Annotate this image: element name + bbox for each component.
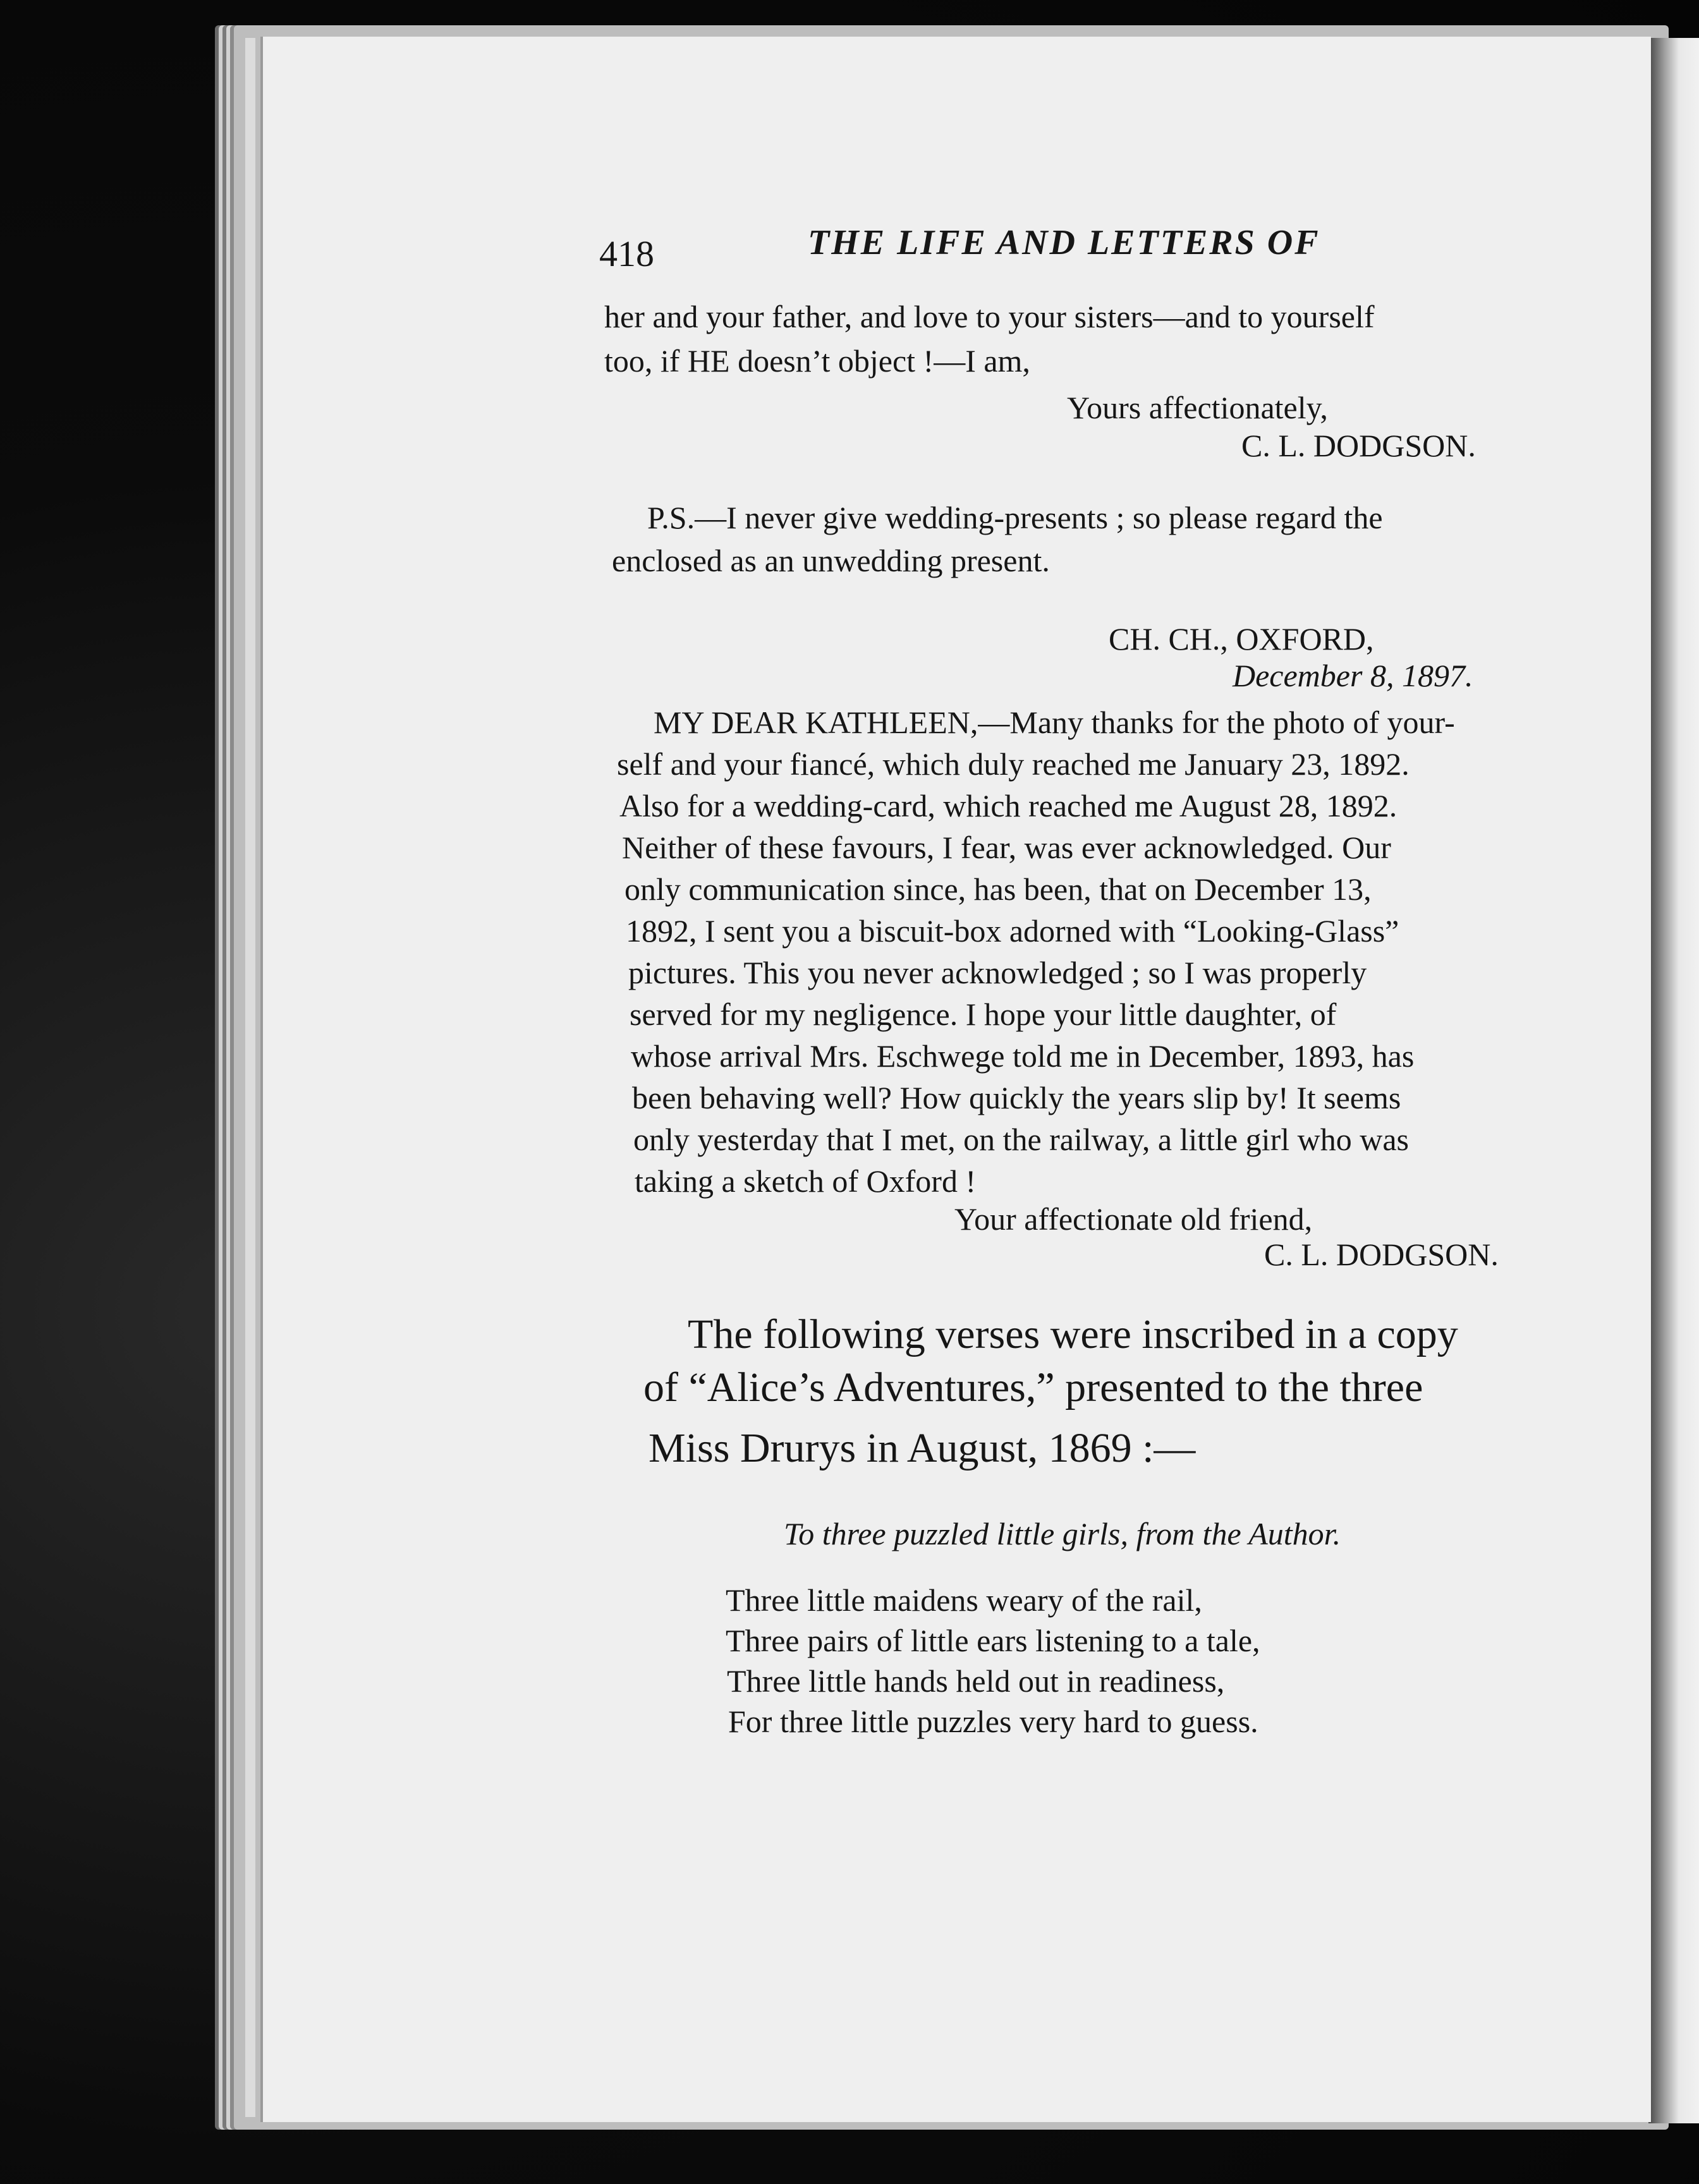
letter2-line-5: only communication since, has been, that on December 13,: [624, 871, 1372, 907]
intro-line-2: of “Alice’s Adventures,” presented to the three: [643, 1364, 1423, 1410]
page-edge-line: [245, 38, 255, 2117]
running-title: THE LIFE AND LETTERS OF: [808, 223, 1320, 262]
intro-line-1: The following verses were inscribed in a copy: [688, 1311, 1458, 1357]
verse-line-1: Three little maidens weary of the rail,: [726, 1582, 1202, 1618]
letter2-line-11: only yesterday that I met, on the railway, a little girl who was: [633, 1122, 1409, 1157]
letter2-signature: C. L. DODGSON.: [1264, 1237, 1499, 1272]
letter1-signature: C. L. DODGSON.: [1241, 428, 1476, 463]
verse-line-3: Three little hands held out in readiness,: [727, 1663, 1225, 1699]
page-number: 418: [599, 233, 654, 274]
letter2-line-9: whose arrival Mrs. Eschwege told me in December, 1893, has: [631, 1038, 1415, 1074]
letter2-line-4: Neither of these favours, I fear, was ever acknowledged. Our: [622, 830, 1391, 865]
verse-line-4: For three little puzzles very hard to guess.: [728, 1704, 1258, 1739]
facing-page-edge: [1648, 38, 1699, 2123]
verse-title: To three puzzled little girls, from the Author.: [784, 1516, 1341, 1551]
letter2-closing: Your affectionate old friend,: [954, 1201, 1313, 1237]
verse-line-2: Three pairs of little ears listening to a tale,: [726, 1623, 1260, 1658]
letter2-address: CH. CH., OXFORD,: [1109, 621, 1374, 657]
letter2-line-7: pictures. This you never acknowledged ; so I was properly: [628, 955, 1367, 990]
letter2-line-8: served for my negligence. I hope your little daughter, of: [630, 997, 1337, 1032]
ps-line-2: enclosed as an unwedding present.: [612, 543, 1050, 578]
letter2-line-2: self and your fiancé, which duly reached me January 23, 1892.: [617, 746, 1410, 782]
letter2-line-3: Also for a wedding-card, which reached me August 28, 1892.: [619, 788, 1398, 823]
letter1-closing: Yours affectionately,: [1067, 390, 1328, 425]
letter2-line-1: MY DEAR KATHLEEN,—Many thanks for the photo of your-: [654, 705, 1455, 740]
letter2-line-12: taking a sketch of Oxford !: [635, 1163, 977, 1199]
letter1-line-2: too, if HE doesn’t object !—I am,: [604, 343, 1030, 379]
ps-line-1: P.S.—I never give wedding-presents ; so please regard the: [647, 500, 1383, 535]
intro-line-3: Miss Drurys in August, 1869 :—: [649, 1425, 1196, 1471]
letter1-line-1: her and your father, and love to your sisters—and to yourself: [604, 299, 1375, 334]
letter2-date: December 8, 1897.: [1233, 658, 1473, 693]
letter2-line-10: been behaving well? How quickly the years slip by! It seems: [632, 1080, 1401, 1115]
letter2-line-6: 1892, I sent you a biscuit-box adorned with “Looking-Glass”: [626, 913, 1399, 949]
